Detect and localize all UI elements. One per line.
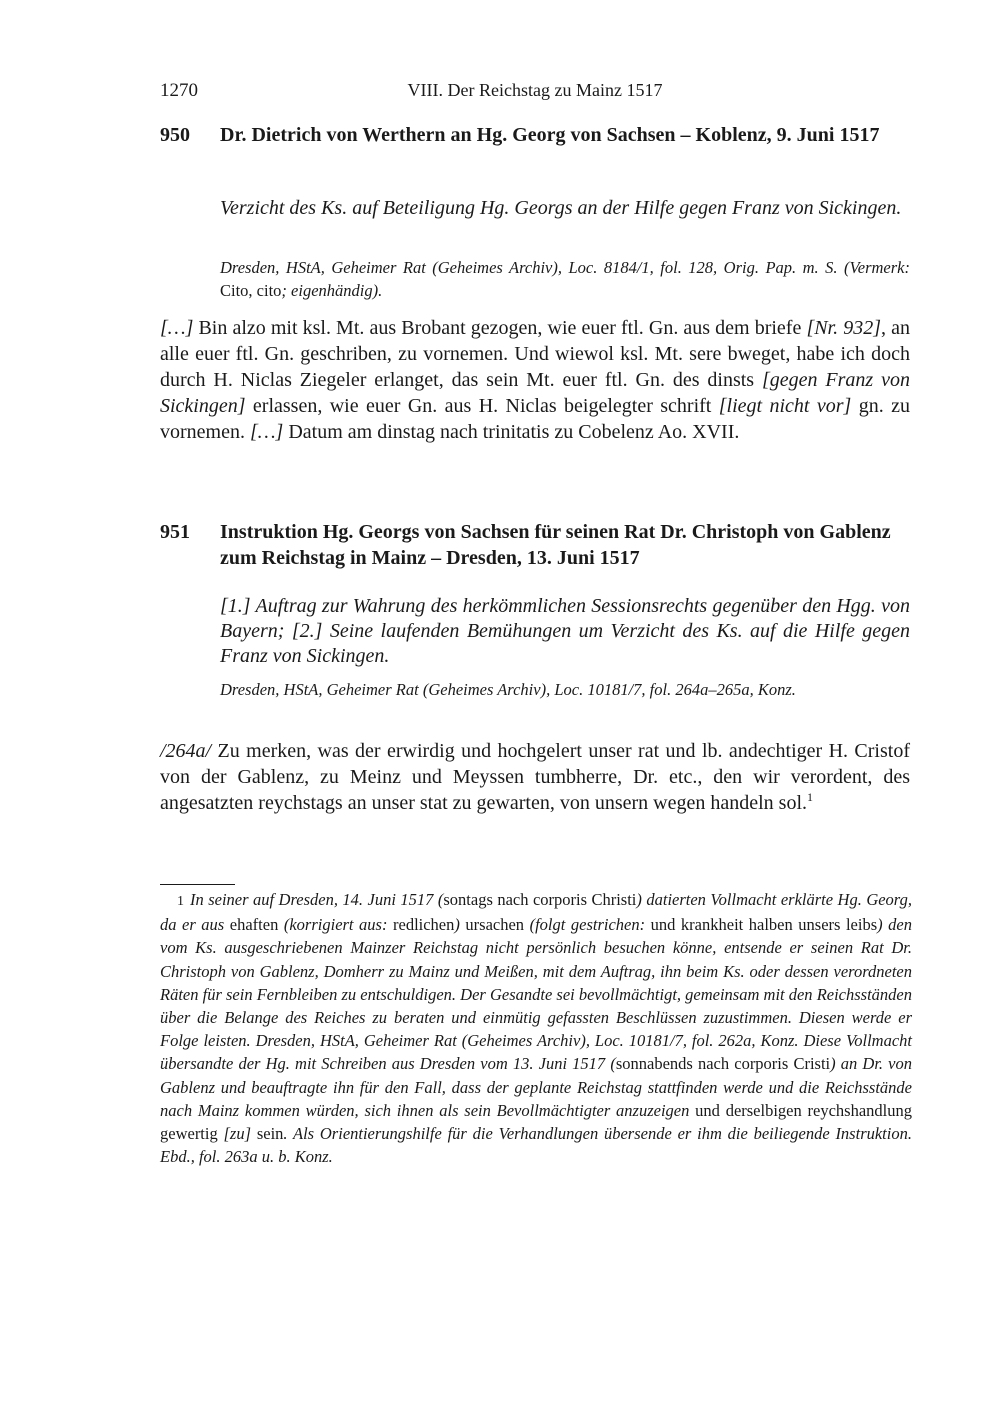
footnote-number: 1 xyxy=(177,894,184,909)
page-number: 1270 xyxy=(160,80,198,101)
entry-950-regest: Verzicht des Ks. auf Beteiligung Hg. Georgs an der Hilfe gegen Franz von Sickingen. xyxy=(220,197,902,219)
entry-951-source: Dresden, HStA, Geheimer Rat (Geheimes Archiv), Loc. 10181/7, fol. 264a–265a, Konz. xyxy=(220,680,796,699)
entry-number: 951 xyxy=(160,521,190,543)
entry-951-regest: [1.] Auftrag zur Wahrung des herkömmlichen Sessionsrechts gegenüber den Hgg. von Bayern; [2.] Seine laufenden Bemühungen um Verzicht des Ks. auf die Hilfe gegen Franz von Sickingen. xyxy=(220,595,910,667)
footnote-1: 1 In seiner auf Dresden, 14. Juni 1517 (sontags nach corporis Christi) datierten Vollmacht erklärte Hg. Georg, da er aus ehaften (korrigiert aus: redlichen) ursachen (folgt gestrichen: und krankheit halben unsers leibs) den vom Ks. ausgeschriebenen Mainzer Reichstag nicht persönlich besuchen könne, entsende er seinen Rat Dr. Christoph von Gablenz, Domherr zu Mainz und Meißen, mit dem Auftrag, ihn beim Ks. oder dessen verordneten Räten für sein Fernbleiben zu entschuldigen. Der Gesandte sei bevollmächtigt, gemeinsam mit den Reichsständen über die Belange des Reiches zu beraten und einmütig gefassten Beschlüssen zuzustimmen. Diesen werde er Folge leisten. Dresden, HStA, Geheimer Rat (Geheimes Archiv), Loc. 10181/7, fol. 262a, Konz. Diese Vollmacht übersandte der Hg. mit Schreiben aus Dresden vom 13. Juni 1517 (sonnabends nach corporis Cristi) an Dr. von Gablenz und beauftragte ihn für den Fall, dass der geplante Reichstag stattfinden werde und die Reichsstände nach Mainz kommen würden, sich ihnen als sein Bevollmächtigter anzuzeigen und derselbigen reychshandlung gewertig [zu] sein. Als Orientierungshilfe für die Verhandlungen übersende er ihm die beiliegende Instruktion. Ebd., fol. 263a u. b. Konz. xyxy=(160,890,912,1167)
footnote-divider xyxy=(160,884,235,885)
entry-title: Dr. Dietrich von Werthern an Hg. Georg von Sachsen – Koblenz, 9. Juni 1517 xyxy=(220,124,880,146)
entry-951-text: /264a/ Zu merken, was der erwirdig und hochgelert unser rat und lb. andechtiger H. Cristof von der Gablenz, zu Meinz und Meyssen tumbherre, Dr. etc., den wir verordent, des angesatzten reychstags an unser stat zu gewarten, von unsern wegen handeln sol.$^1$ xyxy=(160,740,910,814)
entry-950-source: Dresden, HStA, Geheimer Rat (Geheimes Archiv), Loc. 8184/1, fol. 128, Orig. Pap. m. S. (Vermerk: Cito, cito; eigenhändig). xyxy=(220,258,910,300)
running-title: VIII. Der Reichstag zu Mainz 1517 xyxy=(407,80,663,100)
entry-title: Instruktion Hg. Georgs von Sachsen für seinen Rat Dr. Christoph von Gablenz zum Reichstag in Mainz – Dresden, 13. Juni 1517 xyxy=(220,521,891,569)
entry-number: 950 xyxy=(160,124,190,146)
entry-950-text: […] Bin alzo mit ksl. Mt. aus Brobant gezogen, wie euer ftl. Gn. aus dem briefe [Nr. 932], an alle euer ftl. Gn. geschriben, zu vornemen. Und wiewol ksl. Mt. sere bweget, habe ich doch durch H. Niclas Ziegeler erlanget, das sein Mt. euer ftl. Gn. des dinsts [gegen Franz von Sickingen] erlassen, wie euer Gn. aus H. Niclas beigelegter schrift [liegt nicht vor] gn. zu vornemen. […] Datum am dinstag nach trinitatis zu Cobelenz Ao. XVII. xyxy=(160,317,910,443)
page-header xyxy=(160,80,910,110)
footnote-reference[interactable]: 1 xyxy=(807,790,814,804)
